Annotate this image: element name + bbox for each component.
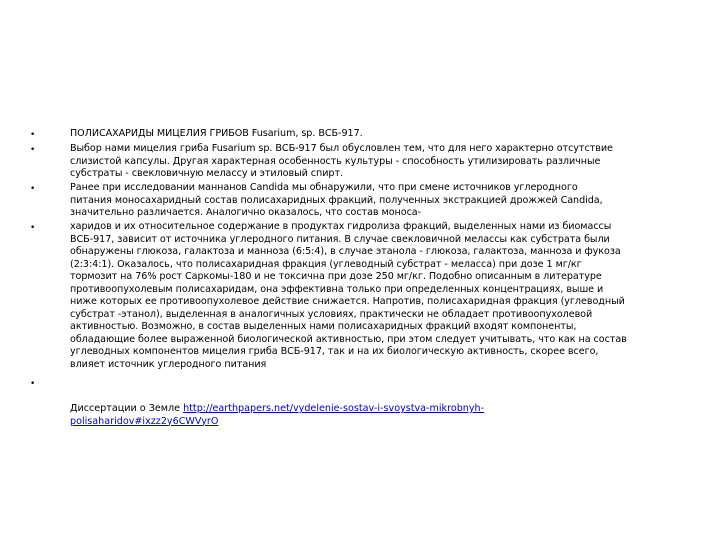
- text-line: ПОЛИСАХАРИДЫ МИЦЕЛИЯ ГРИБОВ Fusarium, sp. ВСБ-917.: [70, 128, 363, 139]
- bullet-2: •: [30, 145, 36, 155]
- text-line: (2:3:4:1). Оказалось, что полисахаридная фракция (углеводный субстрат - меласса) при дозе 1 мг/кг: [70, 258, 582, 270]
- text-line: влияет источник углеродного питания: [70, 358, 267, 370]
- source-citation: [70, 403, 680, 428]
- text-line: ниже которых ее противоопухолевое действие снижается. Напротив, полисахаридная фракция (углеводный: [70, 296, 625, 307]
- text-line: обладающие более выраженной биологической активностью, при этом следует учитывать, что как на состав: [70, 333, 627, 345]
- text-line: ВСБ-917, зависит от источника углеродного питания. В случае свекловичной мелассы как субстрата были: [70, 233, 610, 245]
- bullet-3: •: [30, 184, 36, 194]
- source-link[interactable]: http://earthpapers.net/vydelenie-sostav-i-svoystva-mikrobnyh-: [183, 403, 485, 414]
- text-line: субстрат -этанол), выделенная в аналогичных условиях, практически не обладает противоопухолевой: [70, 308, 593, 320]
- text-line: углеводных компонентов мицелия гриба ВСБ-917, так и на их биологическую активность, скорее всего,: [70, 346, 599, 357]
- text-line: значительно различается. Аналогично оказалось, что состав моноса-: [70, 207, 422, 218]
- source-prefix: Диссертации о Земле: [70, 403, 184, 414]
- text-line: тормозит на 76% рост Саркомы-180 и не токсична при дозе 250 мг/кг. Подобно описанным в литературе: [70, 271, 602, 282]
- paragraph-title: [70, 128, 680, 141]
- text-line: Выбор нами мицелия гриба Fusarium sp. ВСБ-917 был обусловлен тем, что для него характерно отсутствие: [70, 143, 613, 154]
- text-line: харидов и их относительное содержание в продуктах гидролиза фракций, выделенных нами из биомассы: [70, 221, 612, 232]
- text-line: обнаружены глюкоза, галактоза и манноза (6:5:4), в случае этанола - глюкоза, галактоза, манноза и фукоза: [70, 246, 621, 257]
- text-line: активностью. Возможно, в состав выделенных нами полисахаридных фракций входят компоненты,: [70, 321, 577, 332]
- paragraph-candida: [70, 182, 680, 220]
- text-line: Ранее при исследовании маннанов Candida мы обнаружили, что при смене источников углеродного: [70, 182, 578, 193]
- bullet-1: •: [30, 130, 36, 140]
- text-line: субстраты - свекловичную мелассу и этиловый спирт.: [70, 168, 344, 179]
- source-link-continuation[interactable]: polisaharidov#ixzz2y6CWVyrO: [70, 415, 219, 427]
- paragraph-selection: [70, 143, 680, 181]
- text-line: противоопухолевым полисахаридам, она эффективна только при определенных концентрациях, выше и: [70, 283, 604, 295]
- bullet-5: •: [30, 379, 36, 389]
- bullet-4: •: [30, 223, 36, 233]
- text-line: слизистой капсулы. Другая характерная особенность культуры - способность утилизировать различные: [70, 155, 601, 167]
- text-line: питания моносахаридный состав полисахаридных фракций, полученных экстракцией дрожжей Candida,: [70, 194, 603, 206]
- paragraph-results: [70, 221, 680, 371]
